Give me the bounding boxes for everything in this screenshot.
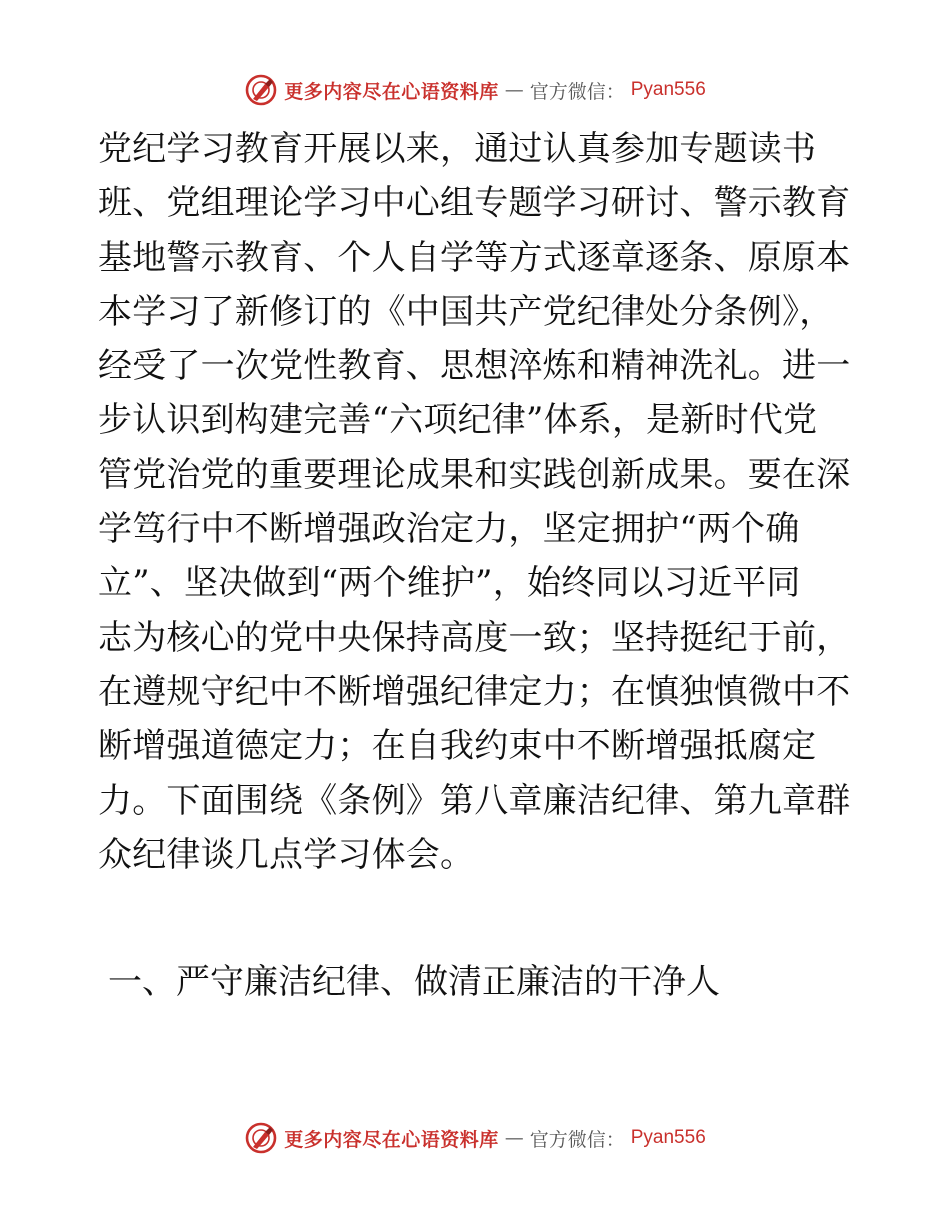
body-line: 断增强道德定力；在自我约束中不断增强抵腐定: [98, 726, 817, 767]
header-banner[interactable]: [0, 70, 950, 110]
banner-wechat-label: 官方微信：: [529, 80, 625, 103]
body-line: 志为核心的党中央保持高度一致；坚持挺纪于前，: [98, 617, 851, 658]
brand-logo-icon: [244, 73, 278, 107]
footer-banner[interactable]: [0, 1118, 950, 1158]
body-line: 在遵规守纪中不断增强纪律定力；在慎独慎微中不: [98, 671, 851, 712]
body-line: 众纪律谈几点学习体会。: [98, 834, 475, 875]
body-line: 管党治党的重要理论成果和实践创新成果。要在深: [98, 454, 851, 495]
body-line: 经受了一次党性教育、思想淬炼和精神洗礼。进一: [98, 346, 851, 387]
body-line: 力。下面围绕《条例》第八章廉洁纪律、第九章群: [98, 780, 851, 821]
body-line: 本学习了新修订的《中国共产党纪律处分条例》，: [98, 291, 834, 332]
banner-title: 更多内容尽在心语资料库: [284, 80, 499, 103]
banner-wechat-id: Pyan556: [630, 79, 706, 100]
body-line: 学笃行中不断增强政治定力，坚定拥护“两个确: [98, 509, 800, 550]
body-line: 党纪学习教育开展以来，通过认真参加专题读书: [98, 129, 817, 169]
banner-wechat-label: 官方微信：: [529, 1128, 625, 1151]
body-line: 步认识到构建完善“六项纪律”体系，是新时代党: [98, 400, 818, 441]
body-line: 立”、坚决做到“两个维护”，始终同以习近平同: [98, 563, 801, 604]
brand-logo-icon: [244, 1121, 278, 1155]
body-line: 班、党组理论学习中心组专题学习研讨、警示教育: [98, 183, 851, 224]
body-line: 基地警示教育、个人自学等方式逐章逐条、原原本: [98, 237, 851, 278]
banner-separator: —: [504, 79, 524, 101]
section-heading: 一、严守廉洁纪律、做清正廉洁的干净人: [108, 962, 720, 1002]
body-paragraph: [98, 122, 850, 882]
banner-wechat-id: Pyan556: [630, 1127, 706, 1148]
banner-separator: —: [504, 1127, 524, 1149]
banner-title: 更多内容尽在心语资料库: [284, 1128, 499, 1151]
